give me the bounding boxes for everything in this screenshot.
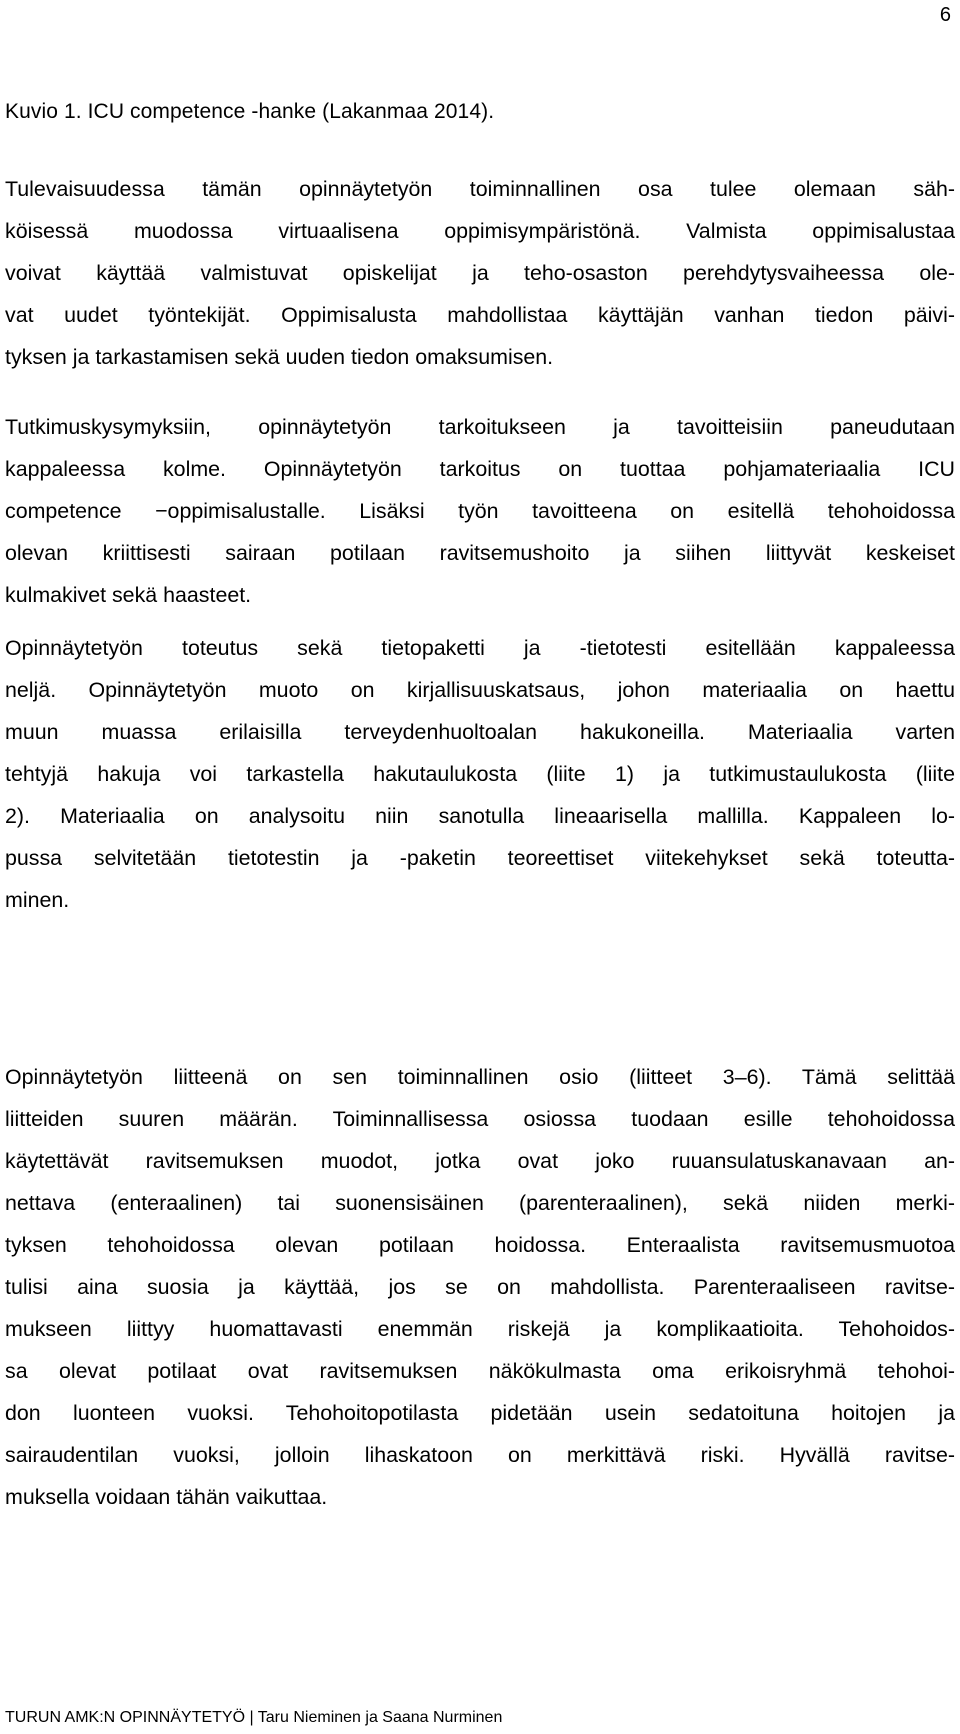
text-line: olevan kriittisesti sairaan potilaan ravitsemushoito ja siihen liittyvät keskeiset — [5, 541, 955, 565]
text-line: sa olevat potilaat ovat ravitsemuksen näkökulmasta oma erikoisryhmä tehohoi- — [5, 1359, 955, 1383]
text-line: competence −oppimisalustalle. Lisäksi työn tavoitteena on esitellä tehohoidossa — [5, 499, 955, 523]
text-line: neljä. Opinnäytetyön muoto on kirjallisuuskatsaus, johon materiaalia on haettu — [5, 678, 955, 702]
text-line: käytettävät ravitsemuksen muodot, jotka ovat joko ruuansulatuskanavaan an- — [5, 1149, 955, 1173]
text-line: tyksen ja tarkastamisen sekä uuden tiedon omaksumisen. — [5, 345, 554, 369]
paragraph-appendices — [5, 1056, 955, 1518]
page-footer: TURUN AMK:N OPINNÄYTETYÖ | Taru Nieminen ja Saana Nurminen — [5, 1709, 503, 1726]
text-line: kappaleessa kolme. Opinnäytetyön tarkoitus on tuottaa pohjamateriaalia ICU — [5, 457, 955, 481]
text-line: muksella voidaan tähän vaikuttaa. — [5, 1485, 328, 1509]
text-line: pussa selvitetään tietotestin ja -paketin teoreettiset viitekehykset sekä toteutta- — [5, 846, 955, 870]
text-line: Opinnäytetyön liitteenä on sen toiminnallinen osio (liitteet 3–6). Tämä selittää — [5, 1065, 955, 1089]
text-line: Tutkimuskysymyksiin, opinnäytetyön tarkoitukseen ja tavoitteisiin paneudutaan — [5, 415, 955, 439]
text-line: muun muassa erilaisilla terveydenhuoltoalan hakukoneilla. Materiaalia varten — [5, 720, 955, 744]
text-line: liitteiden suuren määrän. Toiminnallisessa osiossa tuodaan esille tehohoidossa — [5, 1107, 955, 1131]
text-line: kulmakivet sekä haasteet. — [5, 583, 252, 607]
text-line: minen. — [5, 888, 70, 912]
text-line: Opinnäytetyön toteutus sekä tietopaketti ja -tietotesti esitellään kappaleessa — [5, 636, 955, 660]
text-line: don luonteen vuoksi. Tehohoitopotilasta pidetään usein sedatoituna hoitojen ja — [5, 1401, 955, 1425]
paragraph-implementation — [5, 627, 955, 921]
text-line: köisessä muodossa virtuaalisena oppimisympäristönä. Valmista oppimisalustaa — [5, 219, 955, 243]
text-line: vat uudet työntekijät. Oppimisalusta mahdollistaa käyttäjän vanhan tiedon päivi- — [5, 303, 955, 327]
figure-caption: Kuvio 1. ICU competence -hanke (Lakanmaa 2014). — [5, 100, 495, 123]
text-line: 2). Materiaalia on analysoitu niin sanotulla lineaarisella mallilla. Kappaleen lo- — [5, 804, 955, 828]
text-line: voivat käyttää valmistuvat opiskelijat ja teho-osaston perehdytysvaiheessa ole- — [5, 261, 955, 285]
page-number: 6 — [939, 4, 951, 26]
text-line: mukseen liittyy huomattavasti enemmän riskejä ja komplikaatioita. Tehohoidos- — [5, 1317, 955, 1341]
text-line: Tulevaisuudessa tämän opinnäytetyön toiminnallinen osa tulee olemaan säh- — [5, 177, 955, 201]
paragraph-research-questions — [5, 406, 955, 616]
text-line: sairaudentilan vuoksi, jolloin lihaskatoon on merkittävä riski. Hyvällä ravitse- — [5, 1443, 955, 1467]
paragraph-intro — [5, 168, 955, 378]
text-line: tulisi aina suosia ja käyttää, jos se on mahdollista. Parenteraaliseen ravitse- — [5, 1275, 955, 1299]
text-line: tyksen tehohoidossa olevan potilaan hoidossa. Enteraalista ravitsemusmuotoa — [5, 1233, 955, 1257]
text-line: tehtyjä hakuja voi tarkastella hakutaulukosta (liite 1) ja tutkimustaulukosta (liite — [5, 762, 955, 786]
text-line: nettava (enteraalinen) tai suonensisäinen (parenteraalinen), sekä niiden merki- — [5, 1191, 955, 1215]
